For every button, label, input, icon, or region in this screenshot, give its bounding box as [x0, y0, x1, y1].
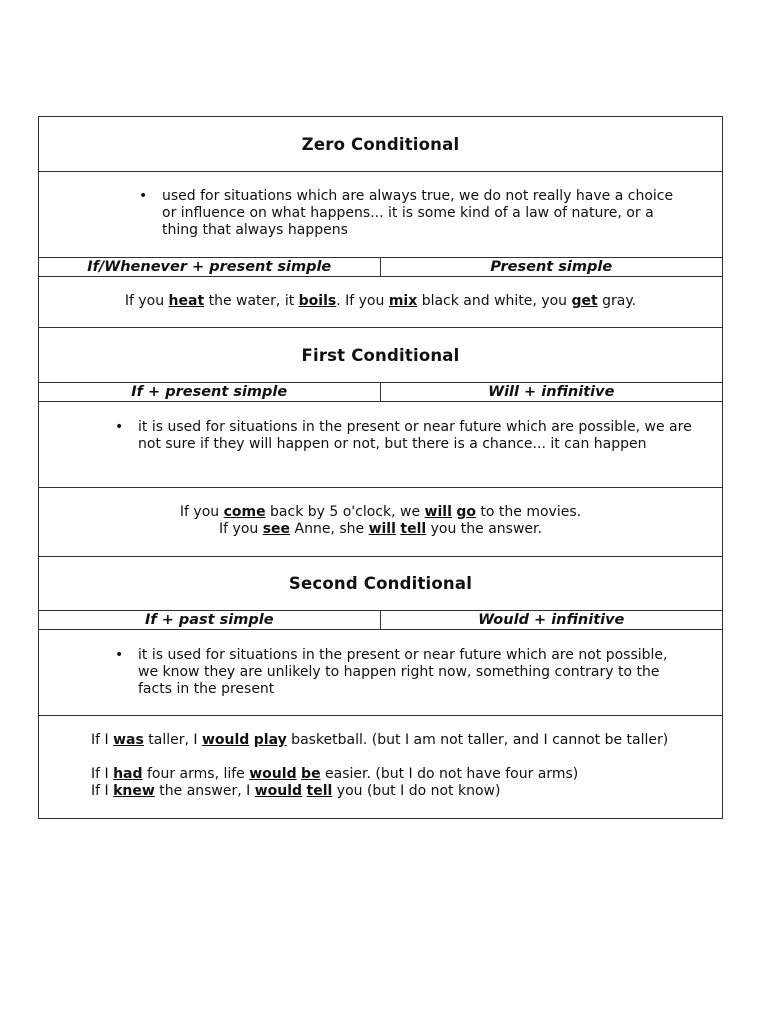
first-structure-row	[39, 383, 722, 402]
key-verb: tell	[400, 521, 427, 537]
text-fragment: you the answer.	[426, 521, 542, 537]
second-example-3	[91, 783, 691, 800]
zero-main-clause-header: Present simple	[490, 259, 613, 275]
second-example-2	[91, 766, 691, 783]
first-example-1	[39, 504, 722, 521]
text-fragment: If you	[124, 293, 169, 309]
second-structure-row	[39, 611, 722, 630]
key-verb: will	[368, 521, 396, 537]
first-example-row	[39, 488, 722, 557]
key-verb: would	[249, 766, 297, 782]
zero-description-text: used for situations which are always true, we do not really have a choice or influence on what happens... it is some kind of a law of nature, or a thing that always happens	[162, 188, 674, 238]
first-if-clause-header: If + present simple	[39, 383, 381, 401]
text-fragment: easier. (but I do not have four arms)	[320, 766, 579, 782]
text-fragment: gray.	[597, 293, 637, 309]
second-description-row	[39, 630, 722, 716]
first-description-text: it is used for situations in the present or near future which are possible, we are not sure if they will happen or not, but there is a chance... it can happen	[138, 419, 692, 452]
first-main-clause-header: Will + infinitive	[488, 384, 615, 400]
second-example-1	[91, 732, 691, 749]
key-verb: would	[201, 732, 250, 748]
second-description	[115, 647, 688, 698]
zero-conditional-title	[39, 117, 722, 172]
first-conditional-title	[39, 328, 722, 383]
zero-description	[139, 188, 682, 239]
zero-if-clause-header: If/Whenever + present simple	[39, 258, 381, 276]
first-example-2	[39, 521, 722, 538]
second-description-text: it is used for situations in the present or near future which are not possible, we know they are unlikely to happen right now, something contrary to the facts in the present	[138, 647, 668, 697]
bullet-icon: •	[115, 419, 124, 435]
key-verb: be	[301, 766, 321, 782]
text-fragment: the water, it	[204, 293, 299, 309]
first-description-row	[39, 402, 722, 488]
key-verb: will	[424, 504, 452, 520]
text-fragment: If I	[91, 783, 114, 799]
first-description	[115, 419, 703, 453]
zero-title-text: Zero Conditional	[301, 134, 460, 154]
conditionals-table	[38, 116, 723, 819]
text-fragment: back by 5 o'clock, we	[265, 504, 425, 520]
key-verb: play	[253, 732, 287, 748]
first-title-text: First Conditional	[301, 345, 460, 365]
key-verb: was	[113, 732, 144, 748]
zero-example-row	[39, 277, 722, 328]
text-fragment: taller, I	[143, 732, 202, 748]
key-verb: mix	[388, 293, 418, 309]
key-verb: knew	[113, 783, 155, 799]
key-verb: come	[223, 504, 266, 520]
text-fragment: basketball. (but I am not taller, and I cannot be taller)	[286, 732, 669, 748]
zero-description-row	[39, 172, 722, 258]
key-verb: would	[254, 783, 303, 799]
second-title-text: Second Conditional	[288, 574, 473, 593]
text-fragment: the answer, I	[154, 783, 255, 799]
bullet-icon: •	[115, 647, 124, 663]
text-fragment: If you	[179, 504, 224, 520]
key-verb: go	[456, 504, 476, 520]
text-fragment: If I	[91, 766, 114, 782]
text-fragment: four arms, life	[142, 766, 250, 782]
second-main-clause-header: Would + infinitive	[478, 612, 625, 628]
text-fragment: black and white, you	[417, 293, 572, 309]
text-fragment: . If you	[336, 293, 389, 309]
zero-example	[39, 293, 722, 310]
second-if-clause-header: If + past simple	[39, 611, 381, 629]
bullet-icon: •	[139, 188, 148, 204]
second-example-row	[39, 716, 722, 819]
key-verb: tell	[306, 783, 333, 799]
text-fragment: to the movies.	[475, 504, 582, 520]
key-verb: had	[113, 766, 143, 782]
text-fragment: you (but I do not know)	[332, 783, 501, 799]
key-verb: get	[571, 293, 598, 309]
second-conditional-title	[39, 557, 722, 611]
key-verb: heat	[168, 293, 205, 309]
text-fragment: Anne, she	[290, 521, 369, 537]
key-verb: see	[262, 521, 291, 537]
text-fragment: If I	[91, 732, 114, 748]
key-verb: boils	[298, 293, 337, 309]
text-fragment: If you	[219, 521, 263, 537]
zero-structure-row	[39, 258, 722, 277]
